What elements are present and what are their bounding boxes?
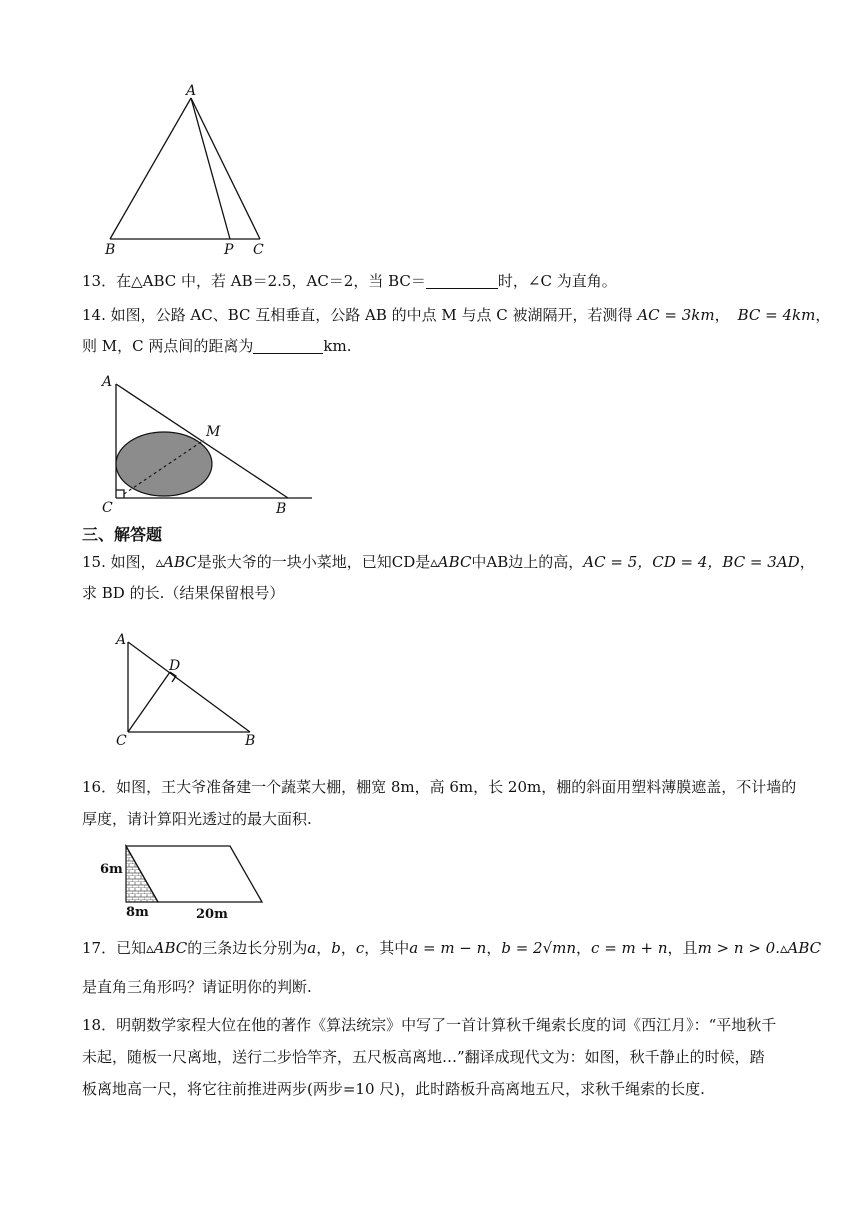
label-length: 20m: [196, 907, 228, 922]
question-18-line3: 板离地高一尺，将它往前推进两步(两步=10 尺)，此时踏板升高离地五尺，求秋千绳索的长度.: [82, 1080, 705, 1098]
figure-triangle-abp: [100, 82, 280, 262]
label-m: M: [206, 424, 221, 440]
question-18-line1: 18．明朝数学家程大位在他的著作《算法统宗》中写了一首计算秋千绳索长度的词《西江月》：“平地秋千: [82, 1016, 777, 1034]
label-a: A: [116, 632, 127, 648]
figure-altitude: [110, 630, 270, 750]
label-b: B: [245, 733, 256, 749]
label-d: D: [169, 658, 181, 674]
question-17-line2: 是直角三角形吗？请证明你的判断.: [82, 978, 312, 996]
question-14-line1: 14. 如图，公路 AC、BC 互相垂直，公路 AB 的中点 M 与点 C 被湖隔开，若测得 AC = 3km， BC = 4km，: [82, 306, 831, 324]
figure-lake: [100, 370, 320, 518]
label-c: C: [102, 500, 113, 516]
label-a: A: [102, 374, 113, 390]
question-16-line2: 厚度，请计算阳光透过的最大面积.: [82, 810, 312, 828]
label-c: C: [253, 242, 264, 258]
question-13: 13．在△ABC 中，若 AB＝2.5，AC＝2，当 BC＝ 时，∠C 为直角。: [82, 272, 617, 290]
answer-blank-13[interactable]: [426, 272, 498, 289]
question-16-line1: 16．如图，王大爷准备建一个蔬菜大棚，棚宽 8m，高 6m，长 20m，棚的斜面用塑料薄膜遮盖，不计墙的: [82, 778, 797, 796]
label-p: P: [224, 242, 234, 258]
figure-greenhouse: [96, 840, 276, 924]
label-width: 8m: [126, 905, 149, 920]
answer-blank-14[interactable]: [253, 337, 323, 354]
label-height: 6m: [100, 862, 123, 877]
section-heading: 三、解答题: [82, 525, 163, 544]
question-15-line2: 求 BD 的长.（结果保留根号）: [82, 584, 285, 602]
label-a: A: [186, 83, 197, 99]
lake: [116, 432, 212, 496]
question-15-line1: 15. 如图，▵ABC是张大爷的一块小菜地，已知CD是▵ABC中AB边上的高，AC = 5，CD = 4，BC = 3AD，: [82, 553, 815, 571]
label-b: B: [105, 242, 116, 258]
label-c: C: [116, 733, 127, 749]
question-17-line1: 17．已知▵ABC的三条边长分别为a，b，c，其中a = m − n，b = 2√mn，c = m + n，且m > n > 0.▵ABC: [82, 939, 822, 957]
question-14-line2: 则 M，C 两点间的距离为 km.: [82, 337, 352, 355]
question-18-line2: 未起，随板一尺离地，送行二步恰竿齐，五尺板高离地…”翻译成现代文为：如图，秋千静止的时候，踏: [82, 1048, 765, 1066]
label-b: B: [276, 501, 287, 517]
